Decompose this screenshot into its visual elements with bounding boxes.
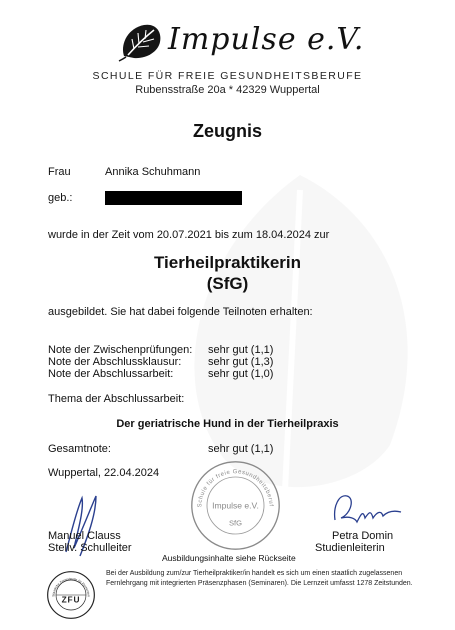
salutation: Frau bbox=[48, 166, 71, 178]
grade-label: Note der Abschlussklausur: bbox=[48, 356, 182, 368]
trained-text: ausgebildet. Sie hat dabei folgende Teilnoten erhalten: bbox=[48, 306, 313, 318]
signatory-name: Manuel Clauss bbox=[48, 530, 121, 542]
grade-value: sehr gut (1,3) bbox=[208, 356, 274, 368]
svg-text:Staatliche Zentralstelle für F bbox=[46, 570, 91, 597]
profession-title bbox=[0, 252, 455, 294]
leaf-logo-icon bbox=[118, 22, 164, 62]
logo bbox=[118, 20, 365, 66]
stamp-bottom-text: SfG bbox=[228, 518, 243, 528]
curriculum-note: Ausbildungsinhalte siehe Rückseite bbox=[162, 553, 296, 563]
zfu-seal bbox=[46, 570, 96, 620]
grade-label: Note der Zwischenprüfungen: bbox=[48, 344, 193, 356]
thesis-label: Thema der Abschlussarbeit: bbox=[48, 393, 185, 405]
school-subtitle: SCHULE FÜR FREIE GESUNDHEITSBERUFE bbox=[92, 70, 363, 82]
brand-name: Impulse e.V. bbox=[168, 22, 365, 57]
stamp-center-text: Impulse e.V. bbox=[212, 500, 259, 511]
profession-line-2: (SfG) bbox=[206, 274, 249, 293]
overall-value: sehr gut (1,1) bbox=[208, 443, 274, 455]
thesis-title: Der geriatrische Hund in der Tierheilpraxis bbox=[116, 418, 339, 430]
birth-label: geb.: bbox=[48, 192, 73, 204]
zfu-ring-text: Staatliche Zentralstelle für Fernunterr bbox=[51, 576, 91, 598]
school-stamp bbox=[188, 458, 283, 553]
grade-label: Note der Abschlussarbeit: bbox=[48, 368, 174, 380]
signatory-role: Studienleiterin bbox=[315, 542, 385, 554]
place-date: Wuppertal, 22.04.2024 bbox=[48, 467, 160, 479]
footnote: Bei der Ausbildung zum/zur Tierheilpraktiker/in handelt es sich um einen staatlich zugelassenen Fernlehrgang mit integrierten Präsenzphasen (Seminaren). Die Lernzeit umfasst 1278 Zeitstunden. bbox=[106, 570, 413, 587]
signature-petra-domin bbox=[325, 488, 405, 530]
student-name: Annika Schuhmann bbox=[105, 166, 201, 178]
overall-label: Gesamtnote: bbox=[48, 443, 111, 455]
zfu-letters: ZFU bbox=[61, 594, 81, 605]
redacted-birthdate bbox=[105, 191, 242, 205]
school-address: Rubensstraße 20a * 42329 Wuppertal bbox=[135, 84, 320, 96]
grade-value: sehr gut (1,0) bbox=[208, 368, 274, 380]
signatory-role: Stellv. Schulleiter bbox=[48, 542, 132, 554]
stamp-ring-text: Schule für freie Gesundheitsberuf bbox=[197, 469, 274, 508]
grade-value: sehr gut (1,1) bbox=[208, 344, 274, 356]
period-text: wurde in der Zeit vom 20.07.2021 bis zum 18.04.2024 zur bbox=[48, 229, 330, 241]
signatory-name: Petra Domin bbox=[332, 530, 394, 542]
document-title: Zeugnis bbox=[192, 121, 262, 141]
profession-line-1: Tierheilpraktikerin bbox=[153, 253, 302, 272]
